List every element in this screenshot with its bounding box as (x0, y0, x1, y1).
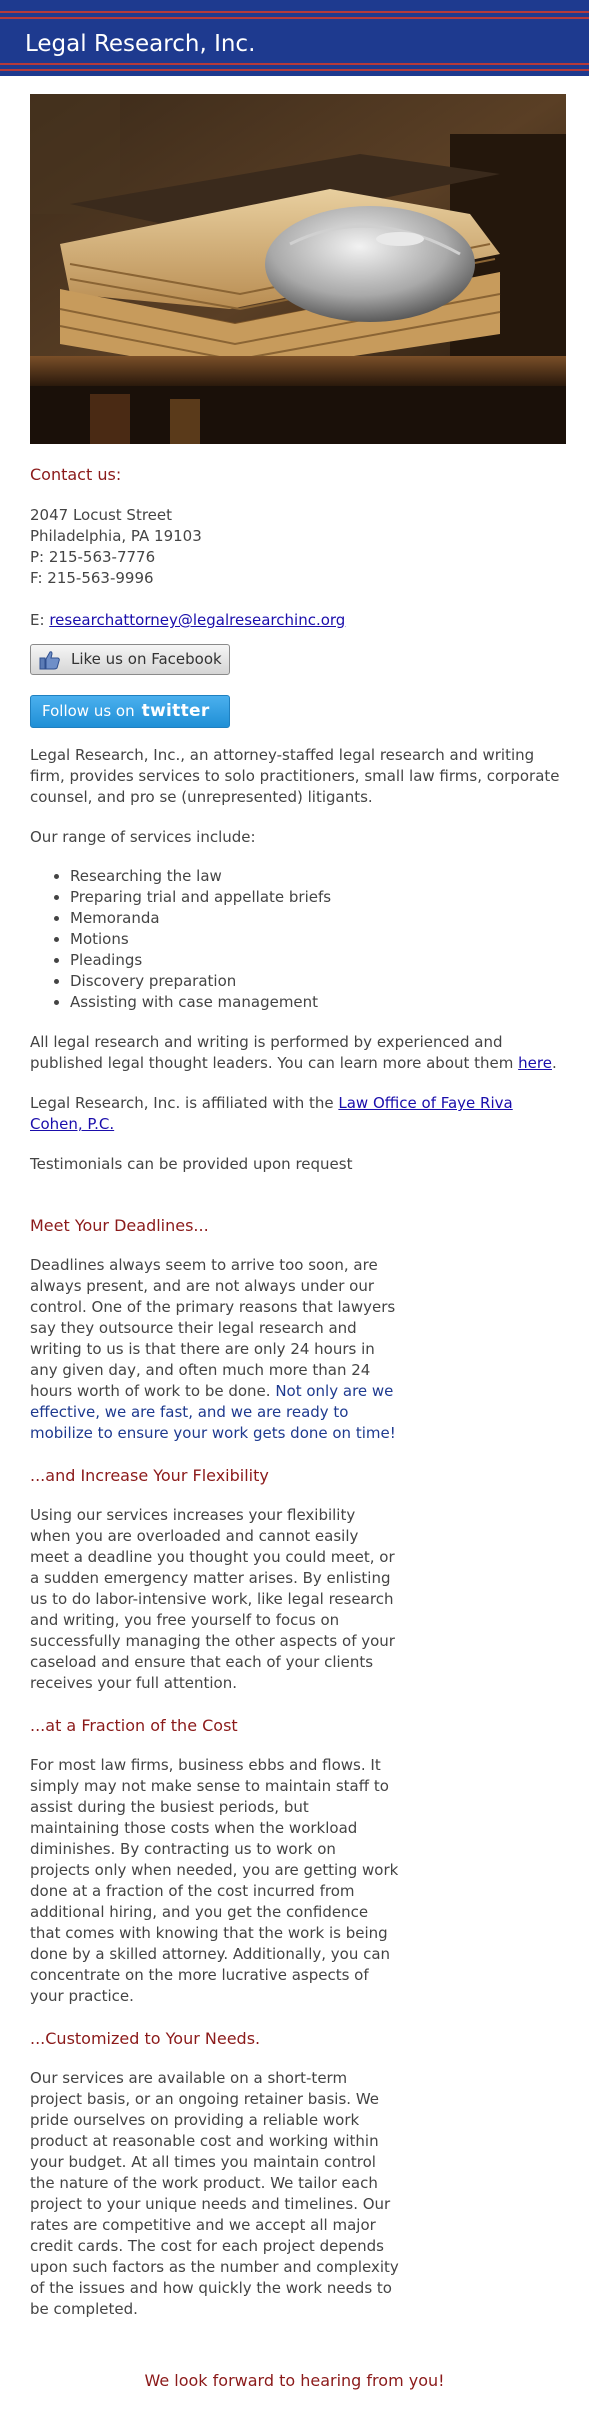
twitter-button-label: Follow us on (42, 702, 135, 720)
facebook-like-button[interactable] (30, 644, 230, 675)
site-header (0, 0, 589, 76)
research-end: . (551, 1054, 557, 1072)
affiliate-link[interactable]: Law Office of Faye Riva Cohen, P.C. (30, 1094, 513, 1133)
flexibility-paragraph: Using our services increases your flexibility when you are overloaded and cannot easily meet a deadline you thought you could meet, or a sudden emergency matter arises. By enlisting us to do labor-intensive work, like legal research and writing, you free yourself to focus on successfully managing the other aspects of your caseload and ensure that each of your clients receives your full attention. (30, 1506, 395, 1692)
address-block (30, 505, 570, 589)
twitter-logo: twitter (141, 701, 210, 721)
cost-paragraph: For most law firms, business ebbs and flows. It simply may not make sense to maintain staff to assist during the busiest periods, but maintaining those costs when the workload diminishes. By contracting us to work on projects only when needed, you are getting work done at a fraction of the cost incurred from additional hiring, and you get the confidence that comes with knowing that the work is being done by a skilled attorney. Additionally, you can concentrate on the more lucrative aspects of your practice. (30, 1756, 399, 2005)
email-link[interactable]: researchattorney@legalresearchinc.org (49, 611, 346, 629)
cost-heading: ...at a Fraction of the Cost (30, 1716, 238, 1735)
testimonials-note: Testimonials can be provided upon request (30, 1155, 353, 1173)
services-list (30, 866, 570, 1013)
affiliation-text: Legal Research, Inc. is affiliated with the (30, 1094, 339, 1112)
header-stripe (0, 17, 589, 19)
deadlines-heading: Meet Your Deadlines... (30, 1216, 209, 1235)
city-state-zip: Philadelphia, PA 19103 (30, 527, 202, 545)
header-stripe (0, 69, 589, 71)
hero-image (30, 94, 566, 444)
phone-number: P: 215-563-7776 (30, 548, 156, 566)
email-line (30, 610, 570, 631)
list-item: • Discovery preparation (70, 971, 570, 992)
list-item: • Motions (70, 929, 570, 950)
learn-more-link[interactable]: here (518, 1054, 552, 1072)
services-heading: Our range of services include: (30, 828, 256, 846)
customized-paragraph: Our services are available on a short-term project basis, or an ongoing retainer basis. We pride ourselves on providing a reliable work product at reasonable cost and working within your budget. At all times you maintain control the nature of the work product. We tailor each project to your unique needs and timelines. Our rates are competitive and we accept all major credit cards. The cost for each project depends upon such factors as the number and complexity of the issues and how quickly the work needs to be completed. (30, 2069, 399, 2318)
facebook-button-label: Like us on Facebook (71, 650, 222, 668)
street-address: 2047 Locust Street (30, 506, 173, 524)
header-stripe (0, 11, 589, 13)
deadlines-paragraph (30, 1255, 400, 1444)
list-item: • Memoranda (70, 908, 570, 929)
fax-number: F: 215-563-9996 (30, 569, 154, 587)
affiliation-paragraph (30, 1093, 570, 1135)
research-text: All legal research and writing is performed by experienced and published legal thought leaders. You can learn more about them (30, 1033, 519, 1072)
customized-heading: ...Customized to Your Needs. (30, 2029, 261, 2048)
list-item: • Pleadings (70, 950, 570, 971)
list-item: • Researching the law (70, 866, 570, 887)
thumbs-up-icon (39, 650, 61, 670)
research-paragraph (30, 1032, 570, 1074)
twitter-follow-button[interactable] (30, 695, 230, 728)
list-item: • Assisting with case management (70, 992, 570, 1013)
deadlines-text: Deadlines always seem to arrive too soon, are always present, and are not always under our control. One of the primary reasons that lawyers say they outsource their legal research and writing to us is that there are only 24 hours in any given day, and often much more than 24 hours worth of work to be done. (30, 1256, 396, 1400)
deadlines-highlight: Not only are we effective, we are fast, and we are ready to mobilize to ensure your work gets done on time! (30, 1382, 396, 1442)
benefits-section (30, 1215, 400, 2320)
site-title[interactable]: Legal Research, Inc. (25, 31, 256, 57)
contact-heading: Contact us: (30, 465, 122, 484)
header-stripe (0, 63, 589, 65)
closing-message: We look forward to hearing from you! (144, 2371, 445, 2390)
mouse-on-books-illustration (30, 94, 566, 444)
list-item: • Preparing trial and appellate briefs (70, 887, 570, 908)
flexibility-heading: ...and Increase Your Flexibility (30, 1466, 269, 1485)
main-content (30, 464, 570, 2320)
email-prefix: E: (30, 611, 50, 629)
intro-paragraph: Legal Research, Inc., an attorney-staffed legal research and writing firm, provides services to solo practitioners, small law firms, corporate counsel, and pro se (unrepresented) litigants. (30, 746, 560, 806)
